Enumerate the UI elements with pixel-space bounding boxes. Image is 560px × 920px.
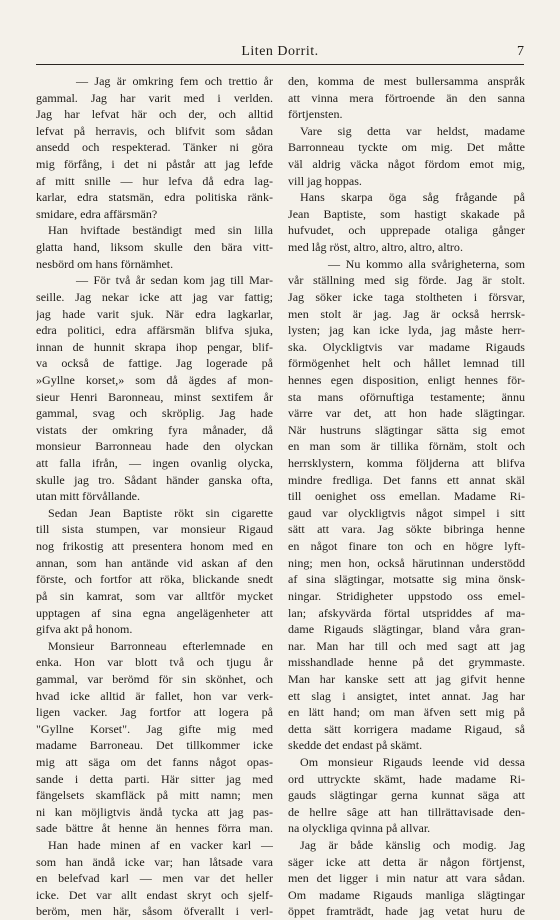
text-line: ansedd och respekterad. Tänker ni göra xyxy=(36,140,273,155)
text-line: nar. Man har till och med sagt att jag xyxy=(288,638,525,653)
text-line: detta sätt korrigera madame Rigaud, så xyxy=(288,721,525,736)
text-line: till oenighet oss emellan. Madame Ri- xyxy=(288,489,525,504)
text-line: gaud var olyckligtvis något simpel i sitt xyxy=(288,505,525,520)
text-line: lefvat på herravis, och blifvit som sådan xyxy=(36,123,273,138)
text-line: Monsieur Barronneau efterlemnade en xyxy=(48,638,273,653)
text-line: beröm, men här, såsom öfverallt i verl- xyxy=(36,904,273,919)
text-line: hufvudet, och upprepade otaliga gånger xyxy=(288,223,525,238)
text-line: med låg röst, altro, altro, altro, altro. xyxy=(288,240,463,255)
text-line: skulle jag tro. Sådant händer ganska ofta, xyxy=(36,472,273,487)
text-line: att falla ifrån, — ingen ovanlig olycka, xyxy=(36,456,273,471)
text-line: dame Rigauds slägtingar, bland våra gran- xyxy=(288,622,525,637)
text-line: ska. Olyckligtvis var madame Rigauds xyxy=(288,339,525,354)
text-line: va också de fattige. Jag logerade på xyxy=(36,356,273,371)
text-line: gammal. Jag har varit med i verlden. xyxy=(36,90,273,105)
text-line: Man har kanske sett att jag gifvit henne xyxy=(288,671,525,686)
text-line: annan, som han antände vid askan af den xyxy=(36,555,273,570)
text-line: na olyckliga qvinna på allvar. xyxy=(288,821,431,836)
text-line: smidare, edra affärsmän? xyxy=(36,206,158,221)
text-line: säger icke att detta är någon förtjenst, xyxy=(288,854,525,869)
text-line: sätt att vara. Jag sökte bibringa henne xyxy=(288,522,525,537)
text-line: Han hade minen af en vacker karl — xyxy=(48,838,273,853)
text-line: glatta hand, liksom skulle den bära vitt- xyxy=(36,240,273,255)
text-line: men det ligger i min natur att vara sådan. xyxy=(288,871,525,886)
text-line: lan; afskyvärda förtal utspriddes af ma- xyxy=(288,605,525,620)
text-line: gifva akt på honom. xyxy=(36,622,133,637)
text-line: herrsklystern, komma följderna att blifva xyxy=(288,456,525,471)
text-line: Om madame Rigauds manliga slägtingar xyxy=(288,887,525,902)
text-line: sade bättre åt henne än hennes förra man. xyxy=(36,821,273,836)
text-line: Om monsieur Rigauds leende vid dessa xyxy=(300,754,525,769)
text-line: vill jag hoppas. xyxy=(288,173,362,188)
text-line: Sedan Jean Baptiste rökt sin cigarette xyxy=(48,505,273,520)
text-line: Han hviftade beständigt med sin lilla xyxy=(48,223,273,238)
page-header xyxy=(36,44,524,64)
text-line: gammal, svag och skröplig. Jag hade xyxy=(36,406,273,421)
left-column xyxy=(36,73,273,920)
text-line: nesbörd om hans förnämhet. xyxy=(36,256,174,271)
text-line: gauds slägtingar gerna kunnat säga att xyxy=(288,788,525,803)
text-line: förtjensten. xyxy=(288,107,343,122)
right-column xyxy=(288,73,525,920)
text-line: Jag har lefvat här och der, och alltid xyxy=(36,107,273,122)
text-line: karlar, edra statsmän, edra politiska ränk- xyxy=(36,190,273,205)
text-line: Jag är både känslig och modig. Jag xyxy=(300,838,525,853)
text-line: Jean Baptiste, som hastigt skakade på xyxy=(288,206,525,221)
text-line: utan mitt förvållande. xyxy=(36,489,141,504)
text-line: ni kan möjligtvis ändå tycka att jag pas- xyxy=(36,804,273,819)
text-line: en man som är tillika förnäm, stolt och xyxy=(288,439,525,454)
text-line: fängelsets skamfläck på mitt namn; men xyxy=(36,788,273,803)
text-line: vår ställning med sig förde. Jag är stolt. xyxy=(288,273,525,288)
text-line: att vinna mera förtroende än den sanna xyxy=(288,90,525,105)
text-line: ligen vacker. Jag fortfor att logera på xyxy=(36,705,273,720)
text-line: ning; men hon, också härutinnan understödd xyxy=(288,555,525,570)
text-line: en belefvad karl — men var det heller xyxy=(36,871,273,886)
text-line: sieur Henri Baronneau, minst sextifem år xyxy=(36,389,273,404)
text-line: hennes egen disposition, enligt hennes för- xyxy=(288,372,525,387)
text-line: mig att säga om det fanns något opas- xyxy=(36,754,273,769)
text-line: vistats der omkring fyra månader, då xyxy=(36,422,273,437)
text-line: värre var det, att hon hade slägtingar. xyxy=(288,406,525,421)
text-line: mig förfång, i det ni påstår att jag lefde xyxy=(36,157,273,172)
text-line: sande i detta parti. Här sitter jag med xyxy=(36,771,273,786)
text-line: misshandlade henne på det grymmaste. xyxy=(288,655,525,670)
text-line: väl aldrig väcka något fördom emot mig, xyxy=(288,157,525,172)
text-line: »Gyllne korset,» som då ägdes af mon- xyxy=(36,372,273,387)
text-line: ningar. Stridigheter uppstodo oss emel- xyxy=(288,588,525,603)
text-line: icke. Det var allt endast skryt och sjelf- xyxy=(36,887,273,902)
text-line: Vare sig detta var heldst, madame xyxy=(300,123,525,138)
running-head: Liten Dorrit. xyxy=(241,44,319,59)
text-line: en lätt hand; om man äfven sett mig på xyxy=(288,705,525,720)
text-line: monsieur Barronneau hade den olyckan xyxy=(36,439,273,454)
text-line: öppet framträdt, hade jag vetat huru de xyxy=(288,904,525,919)
text-line: ett slag i ansigtet, intet annat. Jag har xyxy=(288,688,525,703)
text-line: den, komma de mest bullersamma anspråk xyxy=(288,74,525,88)
page-number: 7 xyxy=(517,44,524,59)
text-line: på sin kamrat, som var alltför mycket xyxy=(36,588,273,603)
text-line: lysten; jag kan icke lyda, jag måste herr- xyxy=(288,323,525,338)
text-line: mindre fredliga. Det fanns ett annat skäl xyxy=(288,472,525,487)
text-line: innan de hunnit skrapa ihop pengar, blif- xyxy=(36,339,273,354)
text-line: jag hade varit sjuk. När edra lagkarlar, xyxy=(36,306,273,321)
text-line: edra politici, edra affärsmän blifva sjuka, xyxy=(36,323,273,338)
text-line: men stolt är jag. Jag är också herrsk- xyxy=(288,306,525,321)
text-line: — Jag är omkring fem och trettio år xyxy=(76,74,273,88)
header-rule xyxy=(36,64,524,65)
text-line: seille. Jag nekar icke att jag var fattig; xyxy=(36,289,273,304)
text-line: förmögenhet helt och hållet lemnad till xyxy=(288,356,525,371)
text-line: Jag söker icke taga stoltheten i försvar, xyxy=(288,289,525,304)
text-line: "Gyllne Korset". Jag gifte mig med xyxy=(36,721,273,736)
text-line: hvad icke alltid är fallet, hon var verk- xyxy=(36,688,273,703)
text-line: — Nu kommo alla svårigheterna, som xyxy=(328,256,525,271)
text-line: — För två år sedan kom jag till Mar- xyxy=(76,273,273,288)
text-line: en något finare ton och en högre lyft- xyxy=(288,539,525,554)
text-line: enka. Hon var blott två och tjugu år xyxy=(36,655,273,670)
text-line: Barronneau tyckte om mig. Det måtte xyxy=(288,140,525,155)
text-line: ord uttryckte skämt, hade madame Ri- xyxy=(288,771,525,786)
text-line: När hustruns slägtingar sätta sig emot xyxy=(288,422,525,437)
text-line: som han ändå icke var; han låtsade vara xyxy=(36,854,273,869)
text-line: af mitt snille — hur lefva då edra lag- xyxy=(36,173,273,188)
text-line: Hans skarpa öga såg frågande på xyxy=(300,190,525,205)
text-line: skedde det endast på skämt. xyxy=(288,738,423,753)
text-line: sta mans oförnuftiga testamente; ännu xyxy=(288,389,525,404)
text-line: upptagen af sina egna angelägenheter att xyxy=(36,605,273,620)
text-line: till sista stumpen, var monsieur Rigaud xyxy=(36,522,273,537)
text-line: madame Barroneau. Det tillkommer icke xyxy=(36,738,273,753)
text-line: förste, och fortfor att röka, blickande snedt xyxy=(36,572,273,587)
text-line: gammal, var berömd för sin skönhet, och xyxy=(36,671,273,686)
text-line: de hellre sâge att han tillrättavisade den- xyxy=(288,804,525,819)
text-line: nog frikostig att presentera honom med en xyxy=(36,539,273,554)
text-line: af sina slägtingar, motsatte sig mina önsk- xyxy=(288,572,525,587)
